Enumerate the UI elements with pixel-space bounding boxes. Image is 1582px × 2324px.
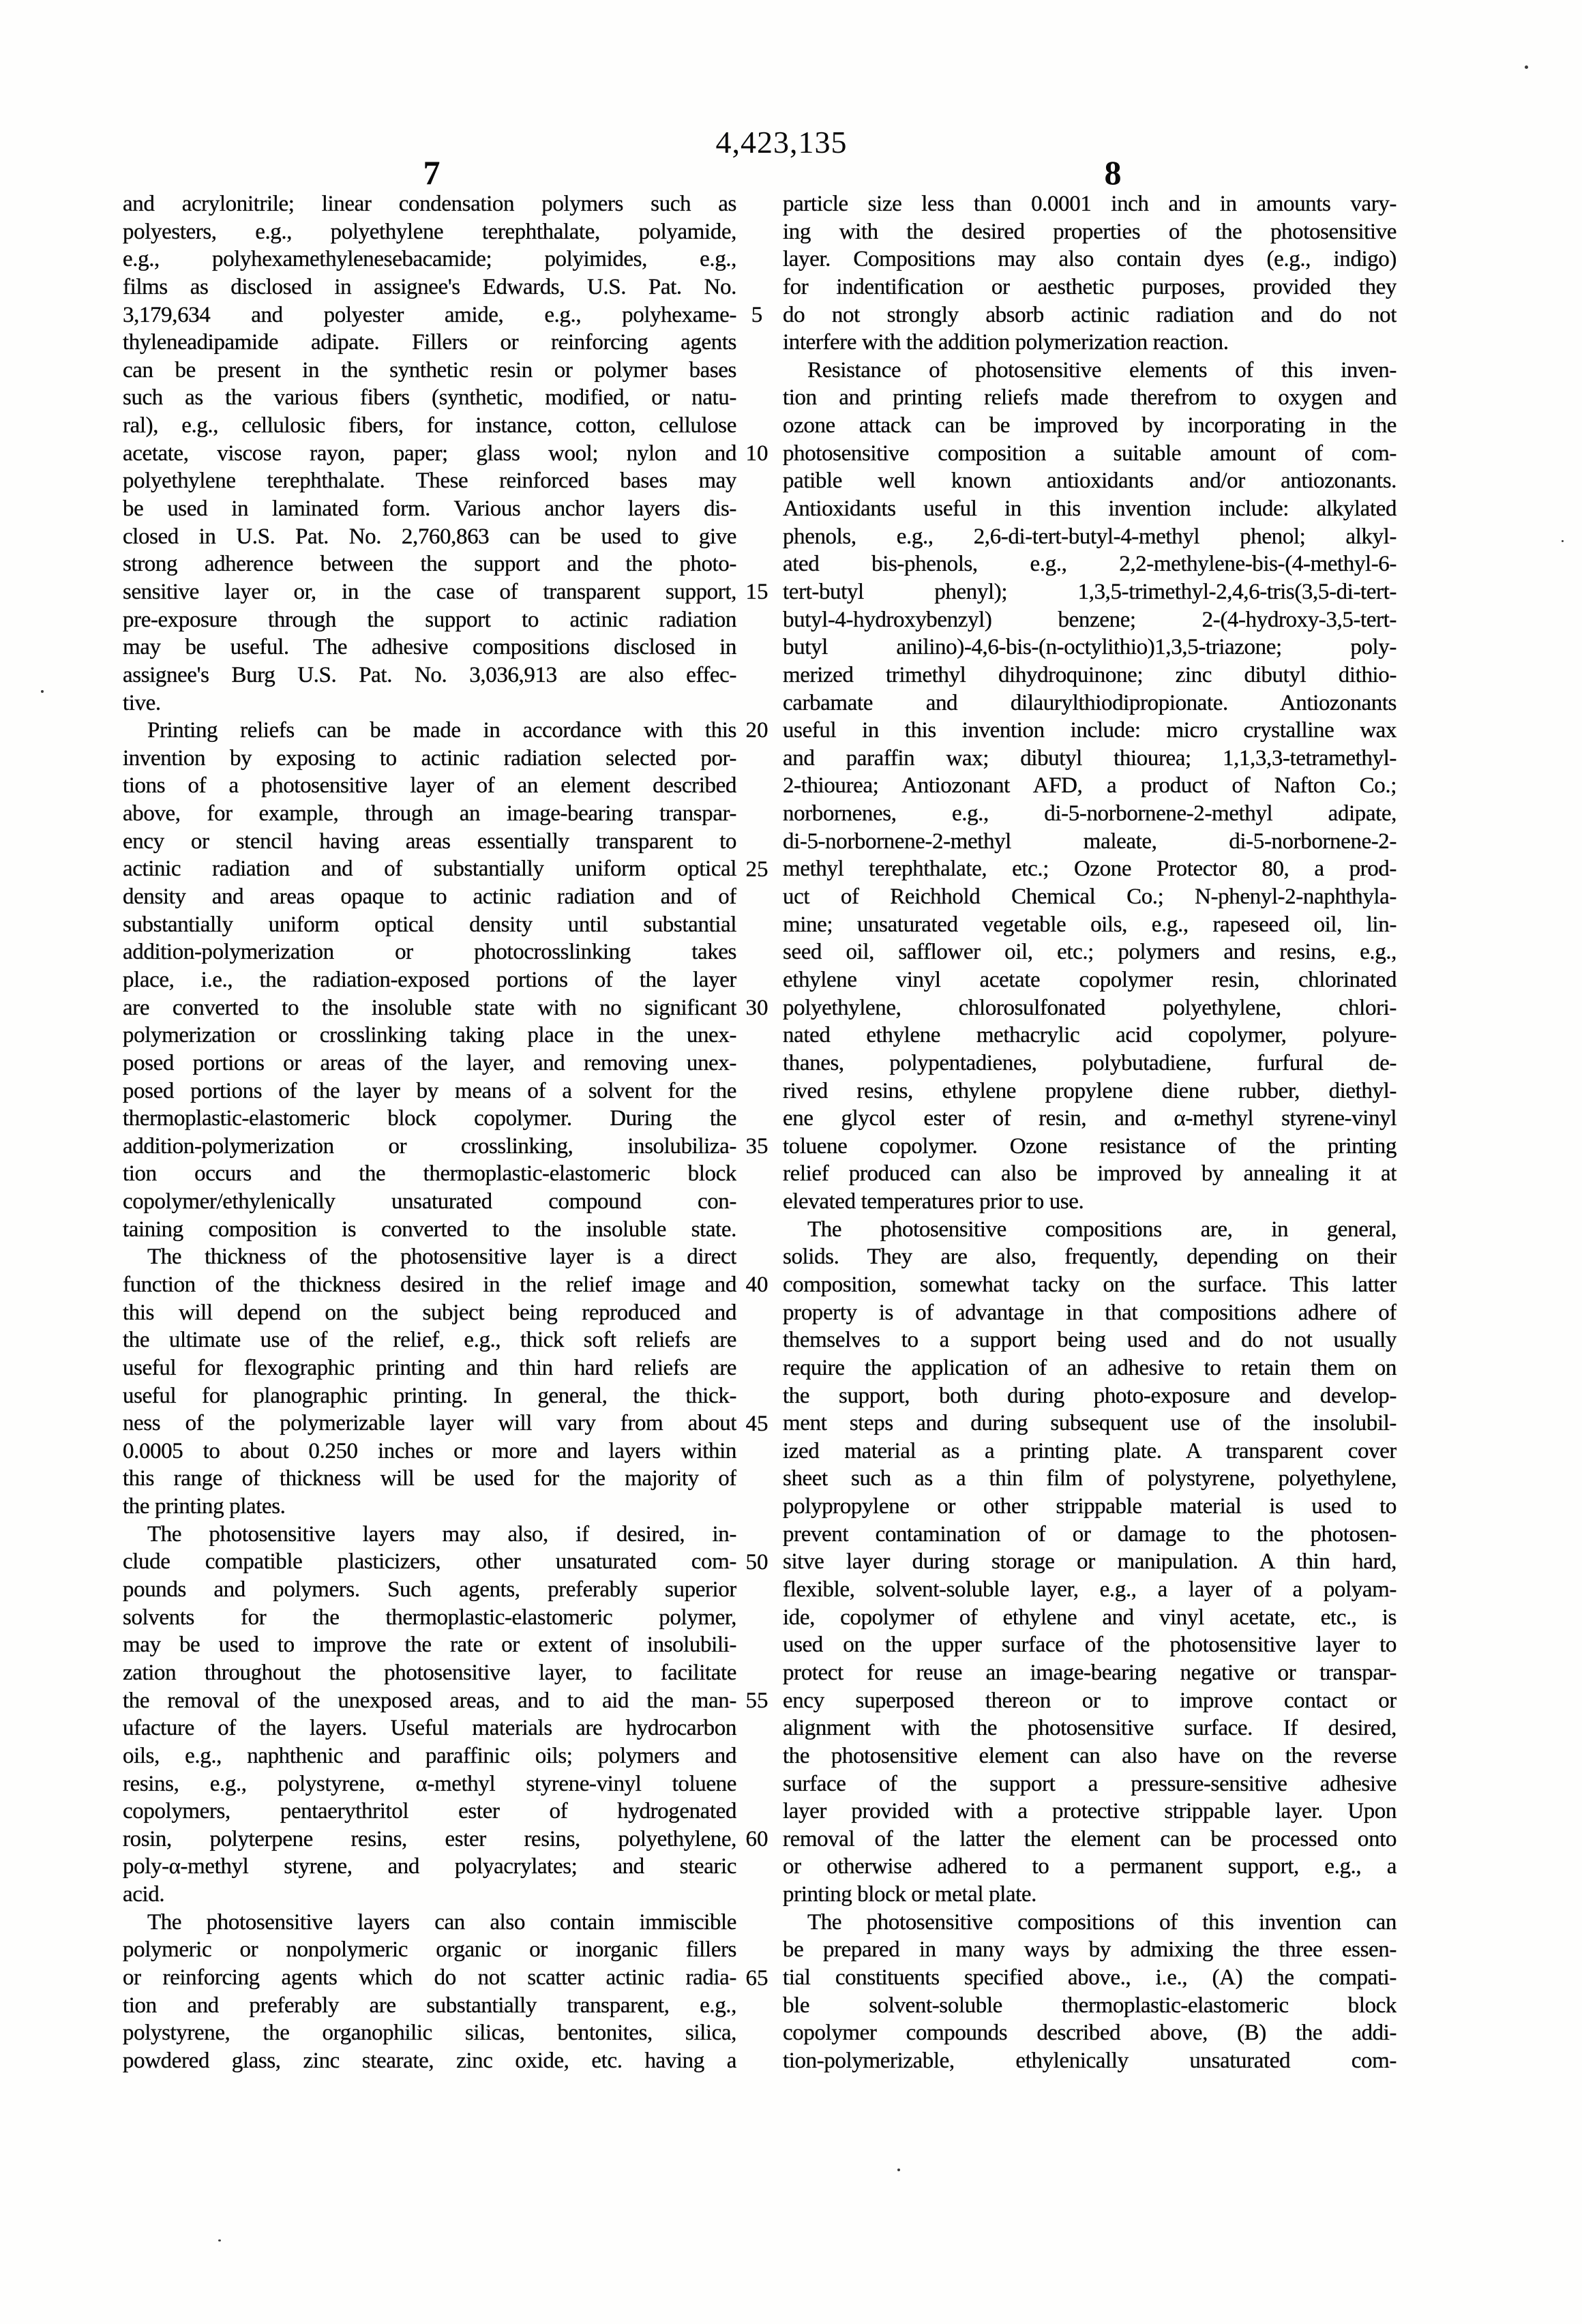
text-line: thanes, polypentadienes, polybutadiene, furfural de- — [783, 1050, 1397, 1075]
text-line: polyesters, e.g., polyethylene terephthalate, polyamide, — [123, 219, 736, 244]
text-line: Printing reliefs can be made in accordance with this — [147, 718, 736, 743]
text-line: polypropylene or other strippable material is used to — [783, 1494, 1397, 1519]
text-line: The photosensitive layers may also, if desired, in- — [147, 1521, 736, 1547]
scan-speck — [897, 2169, 900, 2171]
text-line: useful for flexographic printing and thin hard reliefs are — [123, 1355, 736, 1380]
text-line: useful in this invention include: micro crystalline wax — [783, 718, 1397, 743]
text-line: sensitive layer or, in the case of transparent support, — [123, 579, 736, 604]
gutter-line-number: 65 — [745, 1965, 768, 1991]
text-line: tive. — [123, 690, 161, 715]
text-line: flexible, solvent-soluble layer, e.g., a layer of a polyam- — [783, 1577, 1397, 1603]
text-line: density and areas opaque to actinic radiation and of — [123, 884, 736, 910]
text-line: pounds and polymers. Such agents, preferably superior — [123, 1577, 736, 1603]
text-line: this will depend on the subject being reproduced and — [123, 1300, 736, 1325]
text-line: ble solvent-soluble thermoplastic-elastomeric block — [783, 1993, 1397, 2018]
left-text-column — [123, 190, 736, 2075]
text-line: or otherwise adhered to a permanent support, e.g., a — [783, 1854, 1397, 1879]
text-line: addition-polymerization or photocrosslinking takes — [123, 940, 736, 965]
text-line: do not strongly absorb actinic radiation and do not — [783, 302, 1397, 327]
text-line: norbornenes, e.g., di-5-norbornene-2-methyl adipate, — [783, 801, 1397, 826]
text-line: protect for reuse an image-bearing negative or transpar- — [783, 1660, 1397, 1685]
text-line: posed portions or areas of the layer, and removing unex- — [123, 1050, 736, 1075]
text-line: rosin, polyterpene resins, ester resins, polyethylene, — [123, 1826, 736, 1851]
scan-speck — [218, 2239, 221, 2241]
text-line: carbamate and dilaurylthiodipropionate. Antiozonants — [783, 690, 1397, 715]
text-line: themselves to a support being used and do not usually — [783, 1328, 1397, 1353]
text-line: alignment with the photosensitive surface. If desired, — [783, 1716, 1397, 1741]
text-line: useful for planographic printing. In general, the thick- — [123, 1383, 736, 1408]
text-line: oils, e.g., naphthenic and paraffinic oils; polymers and — [123, 1743, 736, 1768]
text-line: tion-polymerizable, ethylenically unsaturated com- — [783, 2048, 1397, 2073]
text-line: copolymer/ethylenically unsaturated compound con- — [123, 1189, 736, 1215]
text-line: for indentification or aesthetic purposes, provided they — [783, 274, 1397, 299]
text-line: 3,179,634 and polyester amide, e.g., polyhexame- — [123, 302, 736, 327]
text-line: ral), e.g., cellulosic fibers, for instance, cotton, cellulose — [123, 413, 736, 438]
text-line: may be useful. The adhesive compositions disclosed in — [123, 635, 736, 660]
column-number-right: 8 — [1104, 153, 1122, 192]
text-line: ency or stencil having areas essentially transparent to — [123, 829, 736, 854]
text-line: actinic radiation and of substantially uniform optical — [123, 856, 736, 882]
text-line: surface of the support a pressure-sensitive adhesive — [783, 1771, 1397, 1796]
text-line: polyethylene, chlorosulfonated polyethylene, chlori- — [783, 995, 1397, 1020]
text-line: The photosensitive compositions are, in general, — [807, 1217, 1397, 1242]
text-line: pre-exposure through the support to actinic radiation — [123, 607, 736, 632]
text-line: sitve layer during storage or manipulation. A thin hard, — [783, 1549, 1397, 1575]
text-line: films as disclosed in assignee's Edwards, U.S. Pat. No. — [123, 274, 736, 299]
text-line: interfere with the addition polymerization reaction. — [783, 330, 1229, 355]
text-line: ness of the polymerizable layer will vary from about — [123, 1411, 736, 1436]
text-line: 0.0005 to about 0.250 inches or more and layers within — [123, 1438, 736, 1463]
text-line: nated ethylene methacrylic acid copolymer, polyure- — [783, 1023, 1397, 1048]
text-line: sheet such as a thin film of polystyrene, polyethylene, — [783, 1466, 1397, 1491]
text-line: the printing plates. — [123, 1494, 286, 1519]
text-line: printing block or metal plate. — [783, 1882, 1036, 1907]
text-line: above, for example, through an image-bearing transpar- — [123, 801, 736, 826]
text-line: or reinforcing agents which do not scatter actinic radia- — [123, 1965, 736, 1990]
text-line: toluene copolymer. Ozone resistance of the printing — [783, 1133, 1397, 1159]
text-line: can be present in the synthetic resin or polymer bases — [123, 357, 736, 383]
line-number-gutter — [735, 190, 779, 2086]
text-line: butyl anilino)-4,6-bis-(n-octylithio)1,3,5-triazone; poly- — [783, 635, 1397, 660]
text-line: may be used to improve the rate or extent of insolubili- — [123, 1633, 736, 1658]
text-line: solids. They are also, frequently, depending on their — [783, 1245, 1397, 1270]
text-line: ency superposed thereon or to improve contact or — [783, 1688, 1397, 1713]
text-line: The photosensitive layers can also contain immiscible — [147, 1909, 736, 1935]
text-line: rived resins, ethylene propylene diene rubber, diethyl- — [783, 1078, 1397, 1103]
text-line: removal of the latter the element can be processed onto — [783, 1826, 1397, 1851]
gutter-line-number: 5 — [751, 302, 763, 327]
text-line: seed oil, safflower oil, etc.; polymers and resins, e.g., — [783, 940, 1397, 965]
text-line: tion and preferably are substantially transparent, e.g., — [123, 1993, 736, 2018]
text-line: 2-thiourea; Antiozonant AFD, a product of Nafton Co.; — [783, 773, 1397, 799]
text-line: polyethylene terephthalate. These reinforced bases may — [123, 468, 736, 494]
text-line: Resistance of photosensitive elements of this inven- — [807, 357, 1397, 383]
text-line: zation throughout the photosensitive layer, to facilitate — [123, 1660, 736, 1685]
text-line: copolymers, pentaerythritol ester of hydrogenated — [123, 1799, 736, 1824]
gutter-line-number: 10 — [745, 441, 768, 466]
text-line: powdered glass, zinc stearate, zinc oxide, etc. having a — [123, 2048, 736, 2073]
text-line: photosensitive composition a suitable amount of com- — [783, 441, 1397, 466]
text-line: methyl terephthalate, etc.; Ozone Protector 80, a prod- — [783, 856, 1397, 882]
text-line: ing with the desired properties of the photosensitive — [783, 219, 1397, 244]
text-line: polymerization or crosslinking taking place in the unex- — [123, 1023, 736, 1048]
text-line: function of the thickness desired in the relief image and — [123, 1272, 736, 1297]
text-line: ethylene vinyl acetate copolymer resin, chlorinated — [783, 967, 1397, 992]
text-line: are converted to the insoluble state with no significant — [123, 995, 736, 1020]
text-line: acid. — [123, 1882, 165, 1907]
text-line: be prepared in many ways by admixing the three essen- — [783, 1937, 1397, 1963]
text-line: thermoplastic-elastomeric block copolymer. During the — [123, 1106, 736, 1131]
text-line: the ultimate use of the relief, e.g., thick soft reliefs are — [123, 1328, 736, 1353]
column-number-left: 7 — [423, 153, 441, 192]
text-line: and acrylonitrile; linear condensation polymers such as — [123, 192, 736, 216]
text-line: such as the various fibers (synthetic, modified, or natu- — [123, 385, 736, 411]
text-line: patible well known antioxidants and/or antiozonants. — [783, 468, 1397, 494]
text-line: substantially uniform optical density until substantial — [123, 912, 736, 937]
gutter-line-number: 50 — [745, 1549, 768, 1575]
gutter-line-number: 60 — [745, 1827, 768, 1852]
text-line: layer. Compositions may also contain dyes (e.g., indigo) — [783, 247, 1397, 272]
text-line: addition-polymerization or crosslinking, insolubiliza- — [123, 1133, 736, 1159]
scan-speck — [1525, 65, 1528, 69]
text-line: thyleneadipamide adipate. Fillers or reinforcing agents — [123, 330, 736, 355]
text-line: used on the upper surface of the photosensitive layer to — [783, 1633, 1397, 1658]
text-line: merized trimethyl dihydroquinone; zinc dibutyl dithio- — [783, 662, 1397, 687]
text-line: be used in laminated form. Various anchor layers dis- — [123, 496, 736, 522]
text-line: taining composition is converted to the insoluble state. — [123, 1217, 736, 1242]
right-text-column — [783, 190, 1397, 2075]
text-line: tion occurs and the thermoplastic-elastomeric block — [123, 1161, 736, 1187]
text-line: the removal of the unexposed areas, and to aid the man- — [123, 1688, 736, 1713]
text-line: ated bis-phenols, e.g., 2,2-methylene-bis-(4-methyl-6- — [783, 552, 1397, 577]
text-line: copolymer compounds described above, (B) the addi- — [783, 2021, 1397, 2046]
text-line: ufacture of the layers. Useful materials are hydrocarbon — [123, 1716, 736, 1741]
text-line: ment steps and during subsequent use of the insolubil- — [783, 1411, 1397, 1436]
text-line: tions of a photosensitive layer of an element described — [123, 773, 736, 799]
gutter-line-number: 30 — [745, 995, 768, 1020]
text-line: the photosensitive element can also have on the reverse — [783, 1743, 1397, 1768]
text-line: invention by exposing to actinic radiation selected por- — [123, 745, 736, 771]
text-line: The thickness of the photosensitive layer is a direct — [147, 1245, 736, 1270]
text-line: Antioxidants useful in this invention include: alkylated — [783, 496, 1397, 522]
text-line: the support, both during photo-exposure and develop- — [783, 1383, 1397, 1408]
text-line: mine; unsaturated vegetable oils, e.g., rapeseed oil, lin- — [783, 912, 1397, 937]
text-line: clude compatible plasticizers, other unsaturated com- — [123, 1549, 736, 1575]
text-line: tial constituents specified above., i.e., (A) the compati- — [783, 1965, 1397, 1990]
text-line: ozone attack can be improved by incorporating in the — [783, 413, 1397, 438]
text-line: phenols, e.g., 2,6-di-tert-butyl-4-methyl phenol; alkyl- — [783, 524, 1397, 549]
text-line: posed portions of the layer by means of a solvent for the — [123, 1078, 736, 1103]
text-line: acetate, viscose rayon, paper; glass wool; nylon and — [123, 441, 736, 466]
text-line: polystyrene, the organophilic silicas, bentonites, silica, — [123, 2021, 736, 2046]
text-line: place, i.e., the radiation-exposed portions of the layer — [123, 967, 736, 992]
gutter-line-number: 15 — [745, 580, 768, 605]
text-line: tert-butyl phenyl); 1,3,5-trimethyl-2,4,6-tris(3,5-di-tert- — [783, 579, 1397, 604]
text-line: and paraffin wax; dibutyl thiourea; 1,1,3,3-tetramethyl- — [783, 745, 1397, 771]
gutter-line-number: 40 — [745, 1272, 768, 1298]
gutter-line-number: 25 — [745, 856, 768, 882]
text-line: composition, somewhat tacky on the surface. This latter — [783, 1272, 1397, 1297]
gutter-line-number: 20 — [745, 718, 768, 743]
text-line: The photosensitive compositions of this invention can — [807, 1909, 1397, 1935]
gutter-line-number: 45 — [745, 1411, 768, 1436]
patent-number: 4,423,135 — [715, 125, 848, 160]
scan-speck — [1562, 540, 1564, 542]
text-line: e.g., polyhexamethylenesebacamide; polyimides, e.g., — [123, 247, 736, 272]
text-line: particle size less than 0.0001 inch and in amounts vary- — [783, 192, 1397, 216]
gutter-line-number: 55 — [745, 1688, 768, 1714]
text-line: assignee's Burg U.S. Pat. No. 3,036,913 are also effec- — [123, 662, 736, 687]
text-line: require the application of an adhesive to retain them on — [783, 1355, 1397, 1380]
text-line: tion and printing reliefs made therefrom to oxygen and — [783, 385, 1397, 411]
text-line: elevated temperatures prior to use. — [783, 1189, 1084, 1215]
text-line: property is of advantage in that compositions adhere of — [783, 1300, 1397, 1325]
text-line: uct of Reichhold Chemical Co.; N-phenyl-2-naphthyla- — [783, 884, 1397, 910]
text-line: layer provided with a protective strippable layer. Upon — [783, 1799, 1397, 1824]
text-line: ized material as a printing plate. A transparent cover — [783, 1438, 1397, 1463]
text-line: this range of thickness will be used for the majority of — [123, 1466, 736, 1491]
text-line: solvents for the thermoplastic-elastomeric polymer, — [123, 1605, 736, 1630]
text-line: resins, e.g., polystyrene, α-methyl styrene-vinyl toluene — [123, 1771, 736, 1796]
text-line: strong adherence between the support and the photo- — [123, 552, 736, 577]
text-line: di-5-norbornene-2-methyl maleate, di-5-norbornene-2- — [783, 829, 1397, 854]
text-line: ene glycol ester of resin, and α-methyl styrene-vinyl — [783, 1106, 1397, 1131]
text-line: closed in U.S. Pat. No. 2,760,863 can be used to give — [123, 524, 736, 549]
text-line: prevent contamination of or damage to the photosen- — [783, 1521, 1397, 1547]
text-line: relief produced can also be improved by annealing it at — [783, 1161, 1397, 1187]
text-line: polymeric or nonpolymeric organic or inorganic fillers — [123, 1937, 736, 1963]
text-line: ide, copolymer of ethylene and vinyl acetate, etc., is — [783, 1605, 1397, 1630]
text-line: butyl-4-hydroxybenzyl) benzene; 2-(4-hydroxy-3,5-tert- — [783, 607, 1397, 632]
gutter-line-number: 35 — [745, 1134, 768, 1159]
scan-speck — [41, 690, 44, 693]
text-line: poly-α-methyl styrene, and polyacrylates; and stearic — [123, 1854, 736, 1879]
